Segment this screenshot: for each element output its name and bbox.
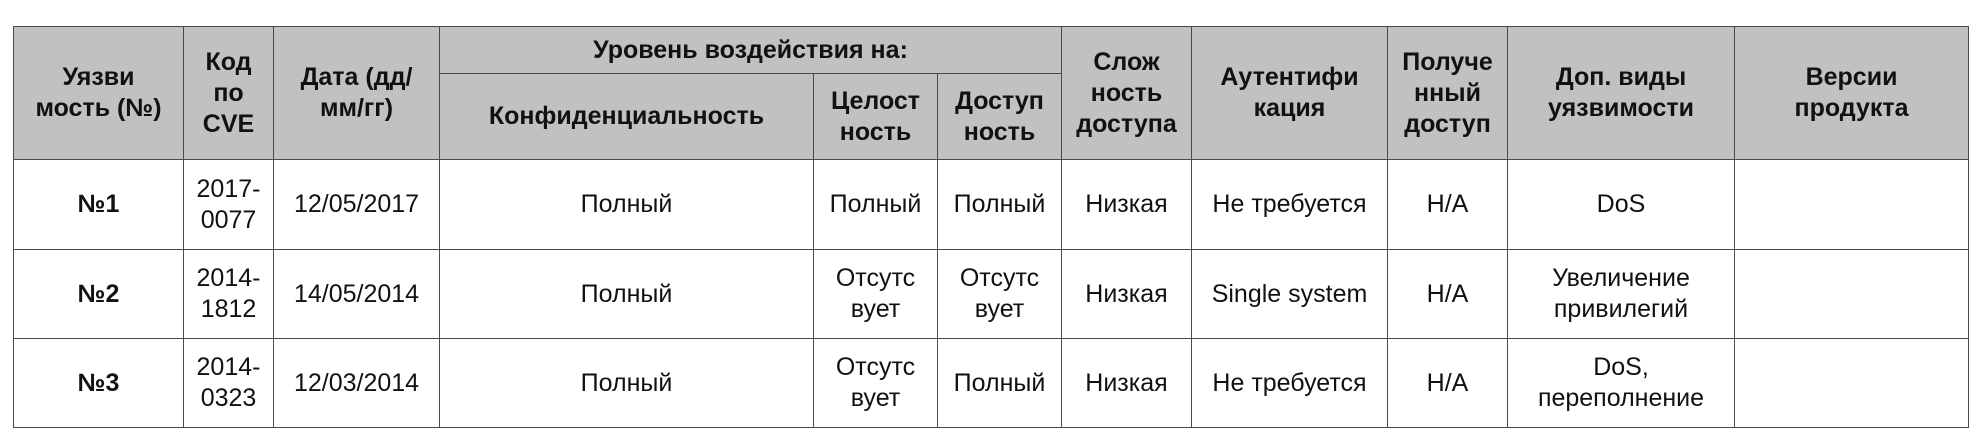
cell-extra-types: DoS [1508,160,1735,250]
header-authentication: Аутентифи кация [1192,27,1388,160]
cell-versions [1735,250,1969,339]
cell-date: 12/05/2017 [274,160,440,250]
cell-versions [1735,339,1969,428]
cell-confidentiality: Полный [440,339,814,428]
cell-extra-types: Увеличение привилегий [1508,250,1735,339]
header-versions: Версии продукта [1735,27,1969,160]
vulnerability-table [13,26,1969,428]
cell-complexity: Низкая [1062,160,1192,250]
header-availability: Доступ ность [938,74,1062,160]
table-row [14,339,1969,428]
cell-date: 12/03/2014 [274,339,440,428]
cell-date: 14/05/2014 [274,250,440,339]
table-row [14,250,1969,339]
cell-availability: Полный [938,339,1062,428]
cell-cve: 2017- 0077 [184,160,274,250]
cell-cve: 2014- 0323 [184,339,274,428]
header-impact-group: Уровень воздействия на: [440,27,1062,74]
cell-id: №3 [14,339,184,428]
header-date: Дата (дд/ мм/гг) [274,27,440,160]
cell-versions [1735,160,1969,250]
cell-integrity: Отсутс вует [814,339,938,428]
cell-access-gained: Н/А [1388,339,1508,428]
header-complexity: Слож ность доступа [1062,27,1192,160]
cell-integrity: Отсутс вует [814,250,938,339]
cell-id: №2 [14,250,184,339]
table-row [14,160,1969,250]
header-integrity: Целост ность [814,74,938,160]
cell-access-gained: Н/А [1388,160,1508,250]
cell-access-gained: Н/А [1388,250,1508,339]
cell-confidentiality: Полный [440,160,814,250]
cell-authentication: Не требуется [1192,339,1388,428]
cell-integrity: Полный [814,160,938,250]
header-cve: Код по CVE [184,27,274,160]
cell-cve: 2014- 1812 [184,250,274,339]
header-access-gained: Получе нный доступ [1388,27,1508,160]
cell-complexity: Низкая [1062,339,1192,428]
cell-confidentiality: Полный [440,250,814,339]
cell-availability: Полный [938,160,1062,250]
cell-extra-types: DoS, переполнение [1508,339,1735,428]
table-header [14,27,1969,160]
cell-complexity: Низкая [1062,250,1192,339]
header-extra-types: Доп. виды уязвимости [1508,27,1735,160]
cell-availability: Отсутс вует [938,250,1062,339]
cell-authentication: Single system [1192,250,1388,339]
header-confidentiality: Конфиденциальность [440,74,814,160]
header-vuln: Уязви мость (№) [14,27,184,160]
table-body [14,160,1969,428]
cell-authentication: Не требуется [1192,160,1388,250]
cell-id: №1 [14,160,184,250]
